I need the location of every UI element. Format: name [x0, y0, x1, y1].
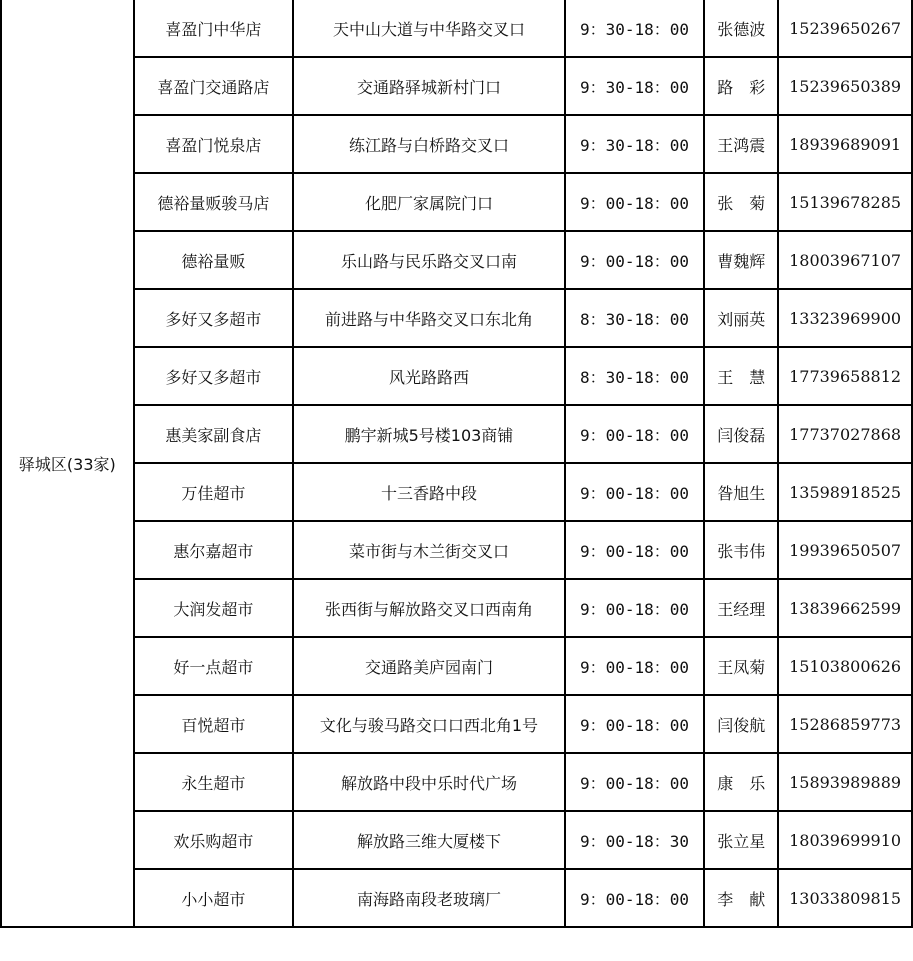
- table-row: [1, 579, 912, 637]
- table-row: [1, 405, 912, 463]
- store-name-cell: 喜盈门中华店: [134, 0, 294, 57]
- store-name-cell: 多好又多超市: [134, 289, 294, 347]
- phone-cell: 18939689091: [778, 115, 912, 173]
- contact-person-cell: 张韦伟: [704, 521, 778, 579]
- phone-cell: 17737027868: [778, 405, 912, 463]
- hours-cell: 9：00-18：00: [565, 521, 705, 579]
- phone-cell: 15239650267: [778, 0, 912, 57]
- store-name-cell: 小小超市: [134, 869, 294, 927]
- contact-person-cell: 张德波: [704, 0, 778, 57]
- store-name-cell: 欢乐购超市: [134, 811, 294, 869]
- store-name-cell: 喜盈门交通路店: [134, 57, 294, 115]
- address-cell: 南海路南段老玻璃厂: [293, 869, 564, 927]
- contact-person-cell: 王鸿震: [704, 115, 778, 173]
- store-name-cell: 大润发超市: [134, 579, 294, 637]
- phone-cell: 13323969900: [778, 289, 912, 347]
- table-row: [1, 869, 912, 927]
- phone-cell: 15103800626: [778, 637, 912, 695]
- table-row: [1, 289, 912, 347]
- hours-cell: 9：00-18：00: [565, 231, 705, 289]
- store-name-cell: 百悦超市: [134, 695, 294, 753]
- address-cell: 文化与骏马路交口口西北角1号: [293, 695, 564, 753]
- store-name-cell: 惠尔嘉超市: [134, 521, 294, 579]
- store-name-cell: 喜盈门悦泉店: [134, 115, 294, 173]
- table-row: [1, 57, 912, 115]
- contact-person-cell: 王经理: [704, 579, 778, 637]
- table-row: [1, 521, 912, 579]
- hours-cell: 9：00-18：00: [565, 869, 705, 927]
- store-name-cell: 惠美家副食店: [134, 405, 294, 463]
- address-cell: 菜市街与木兰街交叉口: [293, 521, 564, 579]
- table-row: [1, 463, 912, 521]
- contact-person-cell: 王 慧: [704, 347, 778, 405]
- address-cell: 解放路三维大厦楼下: [293, 811, 564, 869]
- address-cell: 天中山大道与中华路交叉口: [293, 0, 564, 57]
- store-name-cell: 万佳超市: [134, 463, 294, 521]
- hours-cell: 9：00-18：00: [565, 173, 705, 231]
- store-name-cell: 德裕量贩: [134, 231, 294, 289]
- hours-cell: 8：30-18：00: [565, 289, 705, 347]
- contact-person-cell: 路 彩: [704, 57, 778, 115]
- hours-cell: 9：30-18：00: [565, 57, 705, 115]
- hours-cell: 9：00-18：00: [565, 405, 705, 463]
- table-row: [1, 0, 912, 57]
- phone-cell: 13598918525: [778, 463, 912, 521]
- table-row: [1, 637, 912, 695]
- store-name-cell: 德裕量贩骏马店: [134, 173, 294, 231]
- phone-cell: 17739658812: [778, 347, 912, 405]
- hours-cell: 9：00-18：30: [565, 811, 705, 869]
- phone-cell: 15239650389: [778, 57, 912, 115]
- hours-cell: 8：30-18：00: [565, 347, 705, 405]
- phone-cell: 18039699910: [778, 811, 912, 869]
- contact-person-cell: 李 献: [704, 869, 778, 927]
- phone-cell: 19939650507: [778, 521, 912, 579]
- contact-person-cell: 张 菊: [704, 173, 778, 231]
- store-name-cell: 多好又多超市: [134, 347, 294, 405]
- phone-cell: 15286859773: [778, 695, 912, 753]
- address-cell: 风光路路西: [293, 347, 564, 405]
- address-cell: 十三香路中段: [293, 463, 564, 521]
- contact-person-cell: 张立星: [704, 811, 778, 869]
- phone-cell: 18003967107: [778, 231, 912, 289]
- contact-person-cell: 康 乐: [704, 753, 778, 811]
- contact-person-cell: 王凤菊: [704, 637, 778, 695]
- address-cell: 张西街与解放路交叉口西南角: [293, 579, 564, 637]
- contact-person-cell: 曹魏辉: [704, 231, 778, 289]
- address-cell: 前进路与中华路交叉口东北角: [293, 289, 564, 347]
- phone-cell: 15893989889: [778, 753, 912, 811]
- hours-cell: 9：30-18：00: [565, 115, 705, 173]
- hours-cell: 9：30-18：00: [565, 0, 705, 57]
- address-cell: 交通路驿城新村门口: [293, 57, 564, 115]
- phone-cell: 15139678285: [778, 173, 912, 231]
- hours-cell: 9：00-18：00: [565, 637, 705, 695]
- table-row: [1, 753, 912, 811]
- hours-cell: 9：00-18：00: [565, 579, 705, 637]
- phone-cell: 13033809815: [778, 869, 912, 927]
- hours-cell: 9：00-18：00: [565, 463, 705, 521]
- table-row: [1, 231, 912, 289]
- address-cell: 鹏宇新城5号楼103商铺: [293, 405, 564, 463]
- contact-person-cell: 闫俊磊: [704, 405, 778, 463]
- contact-person-cell: 闫俊航: [704, 695, 778, 753]
- table-row: [1, 347, 912, 405]
- address-cell: 乐山路与民乐路交叉口南: [293, 231, 564, 289]
- contact-person-cell: 刘丽英: [704, 289, 778, 347]
- district-cell: 驿城区(33家): [1, 0, 134, 927]
- address-cell: 解放路中段中乐时代广场: [293, 753, 564, 811]
- address-cell: 化肥厂家属院门口: [293, 173, 564, 231]
- table-row: [1, 811, 912, 869]
- phone-cell: 13839662599: [778, 579, 912, 637]
- table-body: [1, 0, 912, 927]
- hours-cell: 9：00-18：00: [565, 695, 705, 753]
- store-name-cell: 永生超市: [134, 753, 294, 811]
- table-row: [1, 173, 912, 231]
- hours-cell: 9：00-18：00: [565, 753, 705, 811]
- address-cell: 交通路美庐园南门: [293, 637, 564, 695]
- table-row: [1, 115, 912, 173]
- store-name-cell: 好一点超市: [134, 637, 294, 695]
- contact-person-cell: 昝旭生: [704, 463, 778, 521]
- address-cell: 练江路与白桥路交叉口: [293, 115, 564, 173]
- table-row: [1, 695, 912, 753]
